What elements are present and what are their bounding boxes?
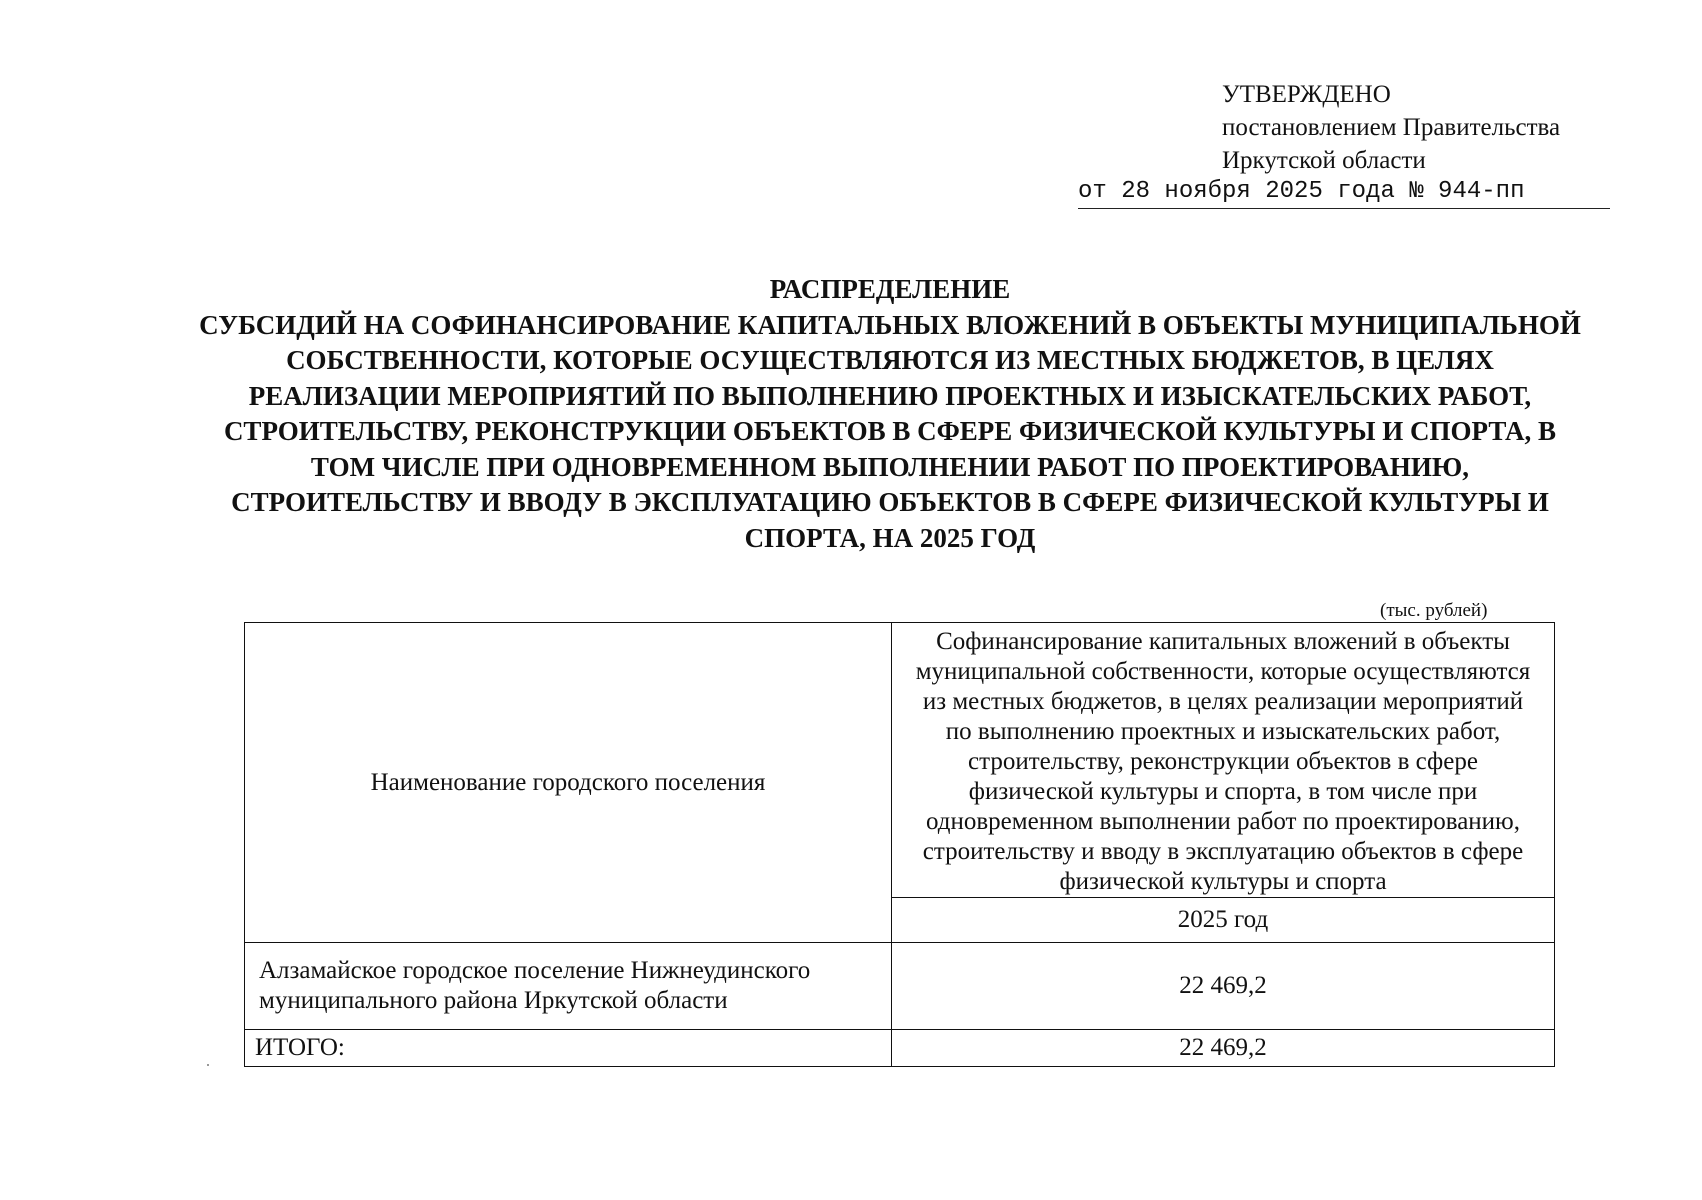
header-description-line: по выполнению проектных и изыскательских работ, (945, 718, 1501, 745)
title-line: ТОМ ЧИСЛЕ ПРИ ОДНОВРЕМЕННОМ ВЫПОЛНЕНИИ РАБОТ ПО ПРОЕКТИРОВАНИЮ, (310, 451, 1470, 482)
header-description-line: из местных бюджетов, в целях реализации мероприятий (922, 688, 1524, 715)
header-description-line: физической культуры и спорта (1059, 868, 1387, 895)
title-line: СТРОИТЕЛЬСТВУ И ВВОДУ В ЭКСПЛУАТАЦИЮ ОБЪЕКТОВ В СФЕРЕ ФИЗИЧЕСКОЙ КУЛЬТУРЫ И (231, 487, 1549, 517)
header-description-line: Софинансирование капитальных вложений в объекты (936, 628, 1510, 655)
table-row (245, 943, 1555, 1030)
header-description-line: одновременном выполнении работ по проектированию, (926, 808, 1520, 835)
distribution-table-wrap (244, 622, 1555, 1067)
title-line: СТРОИТЕЛЬСТВУ, РЕКОНСТРУКЦИИ ОБЪЕКТОВ В СФЕРЕ ФИЗИЧЕСКОЙ КУЛЬТУРЫ И СПОРТА, В (223, 416, 1557, 446)
units-note: (тыс. рублей) (1380, 600, 1488, 621)
header-description-line: строительству, реконструкции объектов в сфере (968, 748, 1478, 775)
settlement-name-cell (245, 943, 892, 1030)
table-header-row (245, 623, 1555, 898)
total-value: 22 469,2 (892, 1030, 1555, 1067)
title-line: СУБСИДИЙ НА СОФИНАНСИРОВАНИЕ КАПИТАЛЬНЫХ ВЛОЖЕНИЙ В ОБЪЕКТЫ МУНИЦИПАЛЬНОЙ (199, 309, 1581, 340)
approval-stamp: УТВЕРЖДЕНО (1222, 81, 1391, 108)
header-year: 2025 год (892, 898, 1555, 943)
header-description (892, 623, 1555, 898)
total-label: ИТОГО: (245, 1030, 892, 1067)
approval-date-line: от 28 ноября 2025 года № 944-пп (1078, 176, 1610, 209)
settlement-value-cell: 22 469,2 (892, 943, 1555, 1030)
settlement-name-line: муниципального района Иркутской области (259, 987, 728, 1014)
approval-line-2: Иркутской области (1222, 147, 1426, 174)
approval-line-1: постановлением Правительства (1222, 114, 1561, 141)
header-settlement-name: Наименование городского поселения (245, 623, 892, 943)
document-title (150, 272, 1630, 556)
header-description-line: муниципальной собственности, которые осуществляются (915, 658, 1531, 685)
distribution-table (244, 622, 1555, 1067)
title-line: РЕАЛИЗАЦИИ МЕРОПРИЯТИЙ ПО ВЫПОЛНЕНИЮ ПРОЕКТНЫХ И ИЗЫСКАТЕЛЬСКИХ РАБОТ, (248, 380, 1532, 411)
title-line: СОБСТВЕННОСТИ, КОТОРЫЕ ОСУЩЕСТВЛЯЮТСЯ ИЗ МЕСТНЫХ БЮДЖЕТОВ, В ЦЕЛЯХ (286, 345, 1494, 375)
table-total-row (245, 1030, 1555, 1067)
title-heading: РАСПРЕДЕЛЕНИЕ (769, 274, 1011, 304)
scan-speck (207, 1064, 209, 1066)
header-description-line: строительству и вводу в эксплуатацию объектов в сфере (922, 838, 1524, 865)
title-line: СПОРТА, НА 2025 ГОД (744, 522, 1036, 553)
approval-block (1222, 78, 1642, 177)
header-description-line: физической культуры и спорта, в том числе при (968, 778, 1478, 805)
settlement-name-line: Алзамайское городское поселение Нижнеудинского (259, 957, 811, 984)
